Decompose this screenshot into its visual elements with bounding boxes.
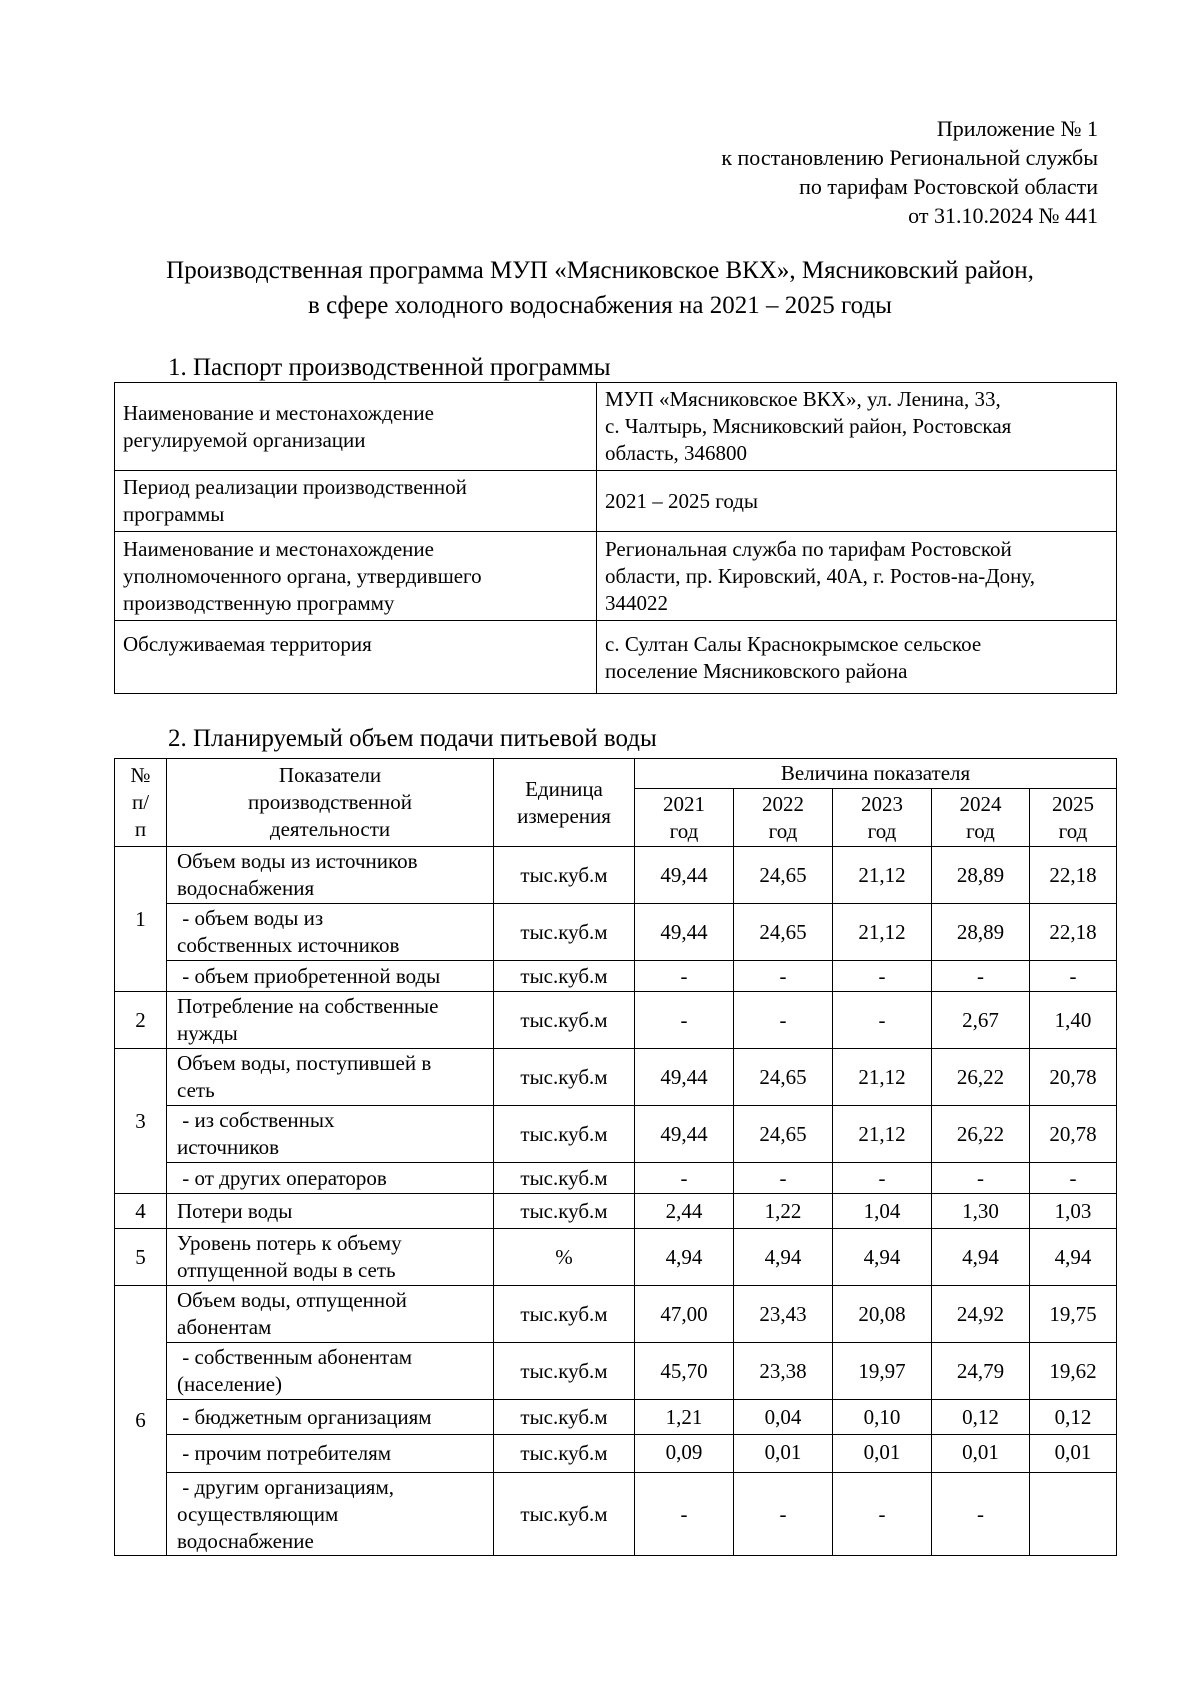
row-number: 3 xyxy=(115,1049,167,1194)
indicator-name: Объем воды, отпущенной абонентам xyxy=(167,1286,494,1343)
passport-value: Региональная служба по тарифам Ростовской области, пр. Кировский, 40А, г. Ростов-на-Дону, 344022 xyxy=(597,532,1117,621)
unit-cell: тыс.куб.м xyxy=(494,1343,635,1400)
value-cell: 19,75 xyxy=(1030,1286,1117,1343)
value-cell: - xyxy=(833,992,932,1049)
value-cell: 22,18 xyxy=(1030,904,1117,961)
value-cell: 21,12 xyxy=(833,847,932,904)
value-cell: 26,22 xyxy=(932,1049,1030,1106)
appendix-line: от 31.10.2024 № 441 xyxy=(908,203,1098,228)
value-cell: - xyxy=(734,961,833,992)
value-cell: 0,09 xyxy=(635,1435,734,1473)
table-row xyxy=(115,1194,1117,1229)
value-cell: 47,00 xyxy=(635,1286,734,1343)
unit-cell: тыс.куб.м xyxy=(494,1400,635,1435)
value-cell: 24,79 xyxy=(932,1343,1030,1400)
unit-cell: тыс.куб.м xyxy=(494,992,635,1049)
unit-cell: % xyxy=(494,1229,635,1286)
passport-row xyxy=(115,383,1117,471)
appendix-line: по тарифам Ростовской области xyxy=(799,174,1098,199)
table-row xyxy=(115,1343,1117,1400)
value-cell: 24,65 xyxy=(734,1106,833,1163)
header-year: 2022 год xyxy=(734,789,833,847)
unit-cell: тыс.куб.м xyxy=(494,961,635,992)
value-cell: 24,65 xyxy=(734,1049,833,1106)
value-cell: 26,22 xyxy=(932,1106,1030,1163)
value-cell: - xyxy=(932,1163,1030,1194)
value-cell: 1,04 xyxy=(833,1194,932,1229)
value-cell: 24,65 xyxy=(734,904,833,961)
passport-label: Обслуживаемая территория xyxy=(115,621,597,694)
value-cell: - xyxy=(932,1473,1030,1556)
table-row xyxy=(115,904,1117,961)
unit-cell: тыс.куб.м xyxy=(494,1049,635,1106)
value-cell: 21,12 xyxy=(833,1049,932,1106)
value-cell: 45,70 xyxy=(635,1343,734,1400)
header-indicator: Показатели производственной деятельности xyxy=(167,759,494,847)
header-unit: Единица измерения xyxy=(494,759,635,847)
unit-cell: тыс.куб.м xyxy=(494,847,635,904)
value-cell: 4,94 xyxy=(635,1229,734,1286)
value-cell: 4,94 xyxy=(734,1229,833,1286)
table-row xyxy=(115,1286,1117,1343)
unit-cell: тыс.куб.м xyxy=(494,1286,635,1343)
row-number: 2 xyxy=(115,992,167,1049)
passport-value: 2021 – 2025 годы xyxy=(597,471,1117,532)
title-line: Производственная программа МУП «Мясниковское ВКХ», Мясниковский район, xyxy=(166,257,1034,284)
value-cell: 0,12 xyxy=(1030,1400,1117,1435)
value-cell: 19,62 xyxy=(1030,1343,1117,1400)
value-cell: - xyxy=(635,992,734,1049)
value-cell: 19,97 xyxy=(833,1343,932,1400)
unit-cell: тыс.куб.м xyxy=(494,1163,635,1194)
value-cell: - xyxy=(833,1163,932,1194)
indicator-name: Потери воды xyxy=(167,1194,494,1229)
table-row xyxy=(115,1400,1117,1435)
value-cell: 0,12 xyxy=(932,1400,1030,1435)
row-number: 5 xyxy=(115,1229,167,1286)
value-cell: - xyxy=(1030,961,1117,992)
value-cell: 1,40 xyxy=(1030,992,1117,1049)
header-year: 2023 год xyxy=(833,789,932,847)
table-row xyxy=(115,992,1117,1049)
value-cell: - xyxy=(734,1163,833,1194)
passport-label: Наименование и местонахождение уполномоченного органа, утвердившего производственную программу xyxy=(115,532,597,621)
value-cell: 23,38 xyxy=(734,1343,833,1400)
header-row xyxy=(115,759,1117,789)
appendix-block xyxy=(721,114,1098,230)
unit-cell: тыс.куб.м xyxy=(494,1473,635,1556)
value-cell: 23,43 xyxy=(734,1286,833,1343)
unit-cell: тыс.куб.м xyxy=(494,1194,635,1229)
passport-heading: 1. Паспорт производственной программы xyxy=(168,354,611,381)
value-cell: 20,78 xyxy=(1030,1049,1117,1106)
header-year: 2025 год xyxy=(1030,789,1117,847)
table-row xyxy=(115,1163,1117,1194)
indicator-name: Объем воды, поступившей в сеть xyxy=(167,1049,494,1106)
value-cell xyxy=(1030,1473,1117,1556)
indicator-name: Потребление на собственные нужды xyxy=(167,992,494,1049)
passport-row xyxy=(115,471,1117,532)
passport-value: МУП «Мясниковское ВКХ», ул. Ленина, 33, с. Чалтырь, Мясниковский район, Ростовская область, 346800 xyxy=(597,383,1117,471)
value-cell: 0,10 xyxy=(833,1400,932,1435)
table-row xyxy=(115,1106,1117,1163)
value-cell: 4,94 xyxy=(1030,1229,1117,1286)
indicator-name: - другим организациям, осуществляющим водоснабжение xyxy=(167,1473,494,1556)
title-line: в сфере холодного водоснабжения на 2021 – 2025 годы xyxy=(308,292,892,319)
value-cell: 24,92 xyxy=(932,1286,1030,1343)
header-num: № п/ п xyxy=(115,759,167,847)
value-cell: 4,94 xyxy=(833,1229,932,1286)
indicator-name: Объем воды из источников водоснабжения xyxy=(167,847,494,904)
value-cell: - xyxy=(932,961,1030,992)
value-cell: - xyxy=(635,1163,734,1194)
volume-heading: 2. Планируемый объем подачи питьевой воды xyxy=(168,725,657,752)
row-number: 6 xyxy=(115,1286,167,1556)
value-cell: 2,67 xyxy=(932,992,1030,1049)
value-cell: - xyxy=(833,961,932,992)
table-row xyxy=(115,1435,1117,1473)
header-year: 2021 год xyxy=(635,789,734,847)
unit-cell: тыс.куб.м xyxy=(494,1435,635,1473)
indicator-name: - от других операторов xyxy=(167,1163,494,1194)
table-row xyxy=(115,847,1117,904)
table-row xyxy=(115,1229,1117,1286)
passport-label: Наименование и местонахождение регулируемой организации xyxy=(115,383,597,471)
table-row xyxy=(115,961,1117,992)
value-cell: - xyxy=(734,992,833,1049)
table-row xyxy=(115,1049,1117,1106)
water-volume-table xyxy=(114,758,1117,1556)
row-number: 4 xyxy=(115,1194,167,1229)
value-cell: 1,30 xyxy=(932,1194,1030,1229)
appendix-line: Приложение № 1 xyxy=(936,116,1098,141)
header-value-group: Величина показателя xyxy=(635,759,1117,789)
value-cell: 28,89 xyxy=(932,847,1030,904)
value-cell: 20,78 xyxy=(1030,1106,1117,1163)
value-cell: - xyxy=(1030,1163,1117,1194)
indicator-name: - объем приобретенной воды xyxy=(167,961,494,992)
value-cell: 49,44 xyxy=(635,1049,734,1106)
indicator-name: - прочим потребителям xyxy=(167,1435,494,1473)
value-cell: 21,12 xyxy=(833,904,932,961)
value-cell: 20,08 xyxy=(833,1286,932,1343)
value-cell: 0,01 xyxy=(734,1435,833,1473)
value-cell: 2,44 xyxy=(635,1194,734,1229)
indicator-name: - собственным абонентам (население) xyxy=(167,1343,494,1400)
value-cell: - xyxy=(635,1473,734,1556)
value-cell: 28,89 xyxy=(932,904,1030,961)
indicator-name: - бюджетным организациям xyxy=(167,1400,494,1435)
indicator-name: Уровень потерь к объему отпущенной воды в сеть xyxy=(167,1229,494,1286)
header-year: 2024 год xyxy=(932,789,1030,847)
value-cell: 1,03 xyxy=(1030,1194,1117,1229)
value-cell: 49,44 xyxy=(635,904,734,961)
value-cell: 1,21 xyxy=(635,1400,734,1435)
value-cell: 21,12 xyxy=(833,1106,932,1163)
passport-row xyxy=(115,621,1117,694)
passport-table xyxy=(114,382,1117,694)
value-cell: 0,04 xyxy=(734,1400,833,1435)
unit-cell: тыс.куб.м xyxy=(494,904,635,961)
passport-label: Период реализации производственной программы xyxy=(115,471,597,532)
value-cell: - xyxy=(635,961,734,992)
value-cell: 1,22 xyxy=(734,1194,833,1229)
value-cell: 4,94 xyxy=(932,1229,1030,1286)
table-row xyxy=(115,1473,1117,1556)
indicator-name: - из собственных источников xyxy=(167,1106,494,1163)
appendix-line: к постановлению Региональной службы xyxy=(721,145,1098,170)
value-cell: 0,01 xyxy=(833,1435,932,1473)
value-cell: 0,01 xyxy=(932,1435,1030,1473)
value-cell: 49,44 xyxy=(635,1106,734,1163)
water-volume-body xyxy=(115,847,1117,1556)
indicator-name: - объем воды из собственных источников xyxy=(167,904,494,961)
row-number: 1 xyxy=(115,847,167,992)
value-cell: 22,18 xyxy=(1030,847,1117,904)
value-cell: - xyxy=(833,1473,932,1556)
value-cell: 24,65 xyxy=(734,847,833,904)
passport-row xyxy=(115,532,1117,621)
passport-value: с. Султан Салы Краснокрымское сельское поселение Мясниковского района xyxy=(597,621,1117,694)
value-cell: 0,01 xyxy=(1030,1435,1117,1473)
value-cell: 49,44 xyxy=(635,847,734,904)
document-title xyxy=(60,253,1140,323)
unit-cell: тыс.куб.м xyxy=(494,1106,635,1163)
value-cell: - xyxy=(734,1473,833,1556)
